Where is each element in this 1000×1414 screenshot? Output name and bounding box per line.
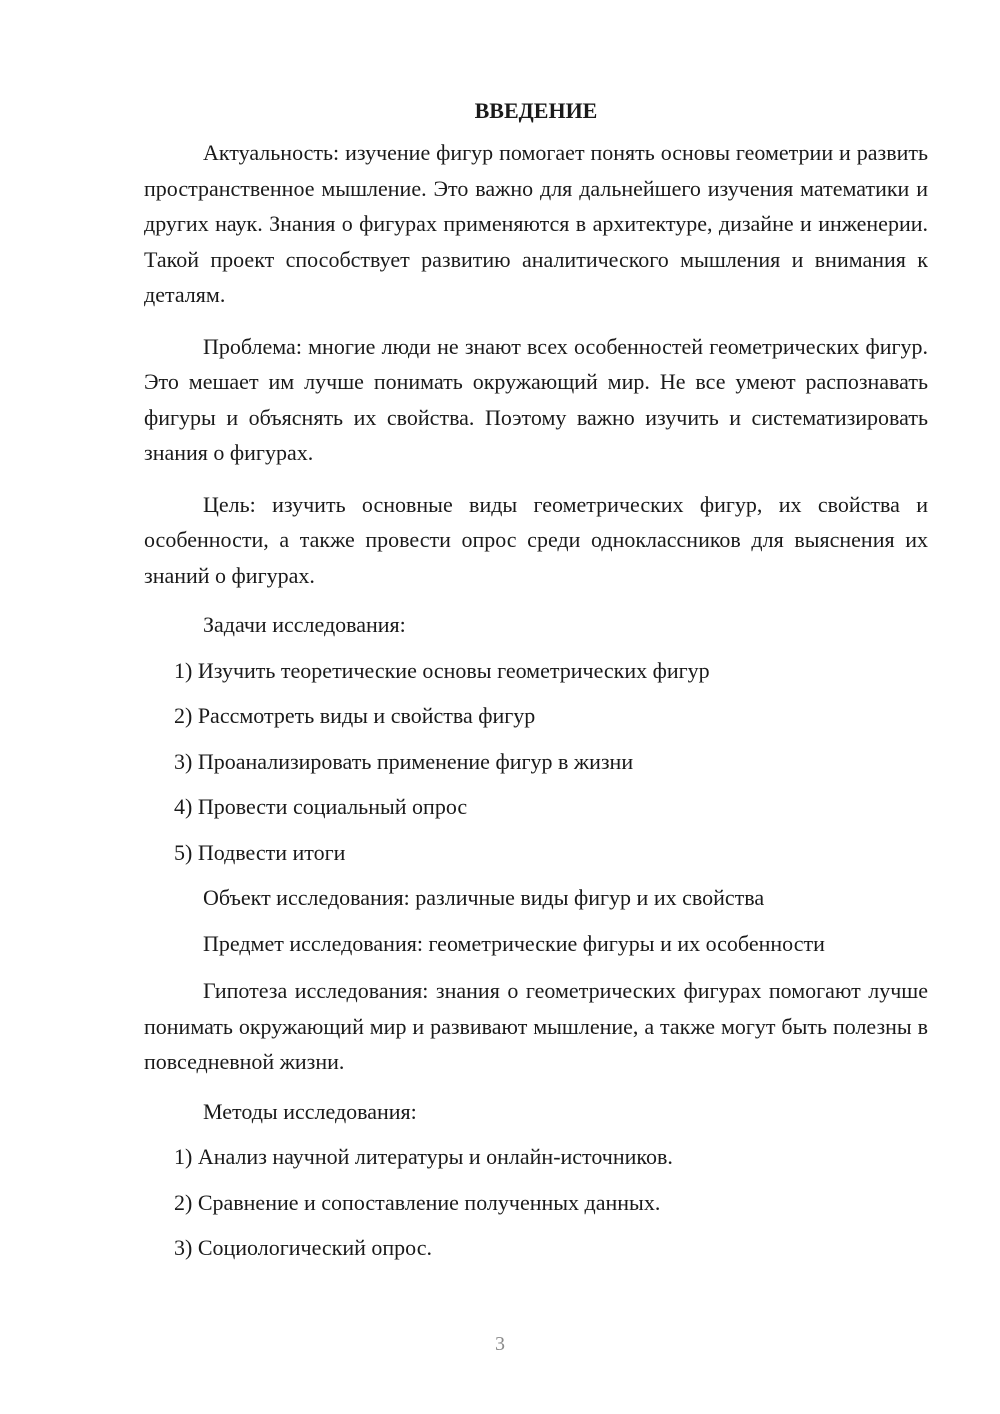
research-object: Объект исследования: различные виды фигур и их свойства — [203, 885, 765, 910]
hypothesis-paragraph: Гипотеза исследования: знания о геометрических фигурах помогают лучше понимать окружающий мир и развивают мышление, а также могут быть полезны в повседневной жизни. — [144, 978, 928, 1074]
task-item-3: 3) Проанализировать применение фигур в жизни — [174, 748, 634, 774]
task-item-5: 5) Подвести итоги — [174, 839, 346, 865]
research-subject: Предмет исследования: геометрические фигуры и их особенности — [203, 930, 825, 956]
method-item-2: 2) Сравнение и сопоставление полученных данных. — [174, 1189, 661, 1215]
goal-paragraph: Цель: изучить основные виды геометрических фигур, их свойства и особенности, а также провести опрос среди одноклассников для выяснения их знаний о фигурах. — [144, 491, 928, 588]
task-item-2: 2) Рассмотреть виды и свойства фигур — [174, 703, 536, 728]
tasks-heading: Задачи исследования: — [203, 612, 406, 637]
methods-heading: Методы исследования: — [203, 1098, 417, 1124]
task-item-1: 1) Изучить теоретические основы геометрических фигур — [174, 657, 710, 683]
section-title: ВВЕДЕНИЕ — [474, 98, 598, 123]
document-page — [144, 95, 928, 1278]
page-number: 3 — [495, 1333, 505, 1355]
method-item-1: 1) Анализ научной литературы и онлайн-источников. — [174, 1144, 673, 1169]
task-item-4: 4) Провести социальный опрос — [174, 794, 468, 819]
problem-paragraph: Проблема: многие люди не знают всех особенностей геометрических фигур. Это мешает им лучше понимать окружающий мир. Не все умеют распознавать фигуры и объяснять их свойства. Поэтому важно изучить и систематизировать знания о фигурах. — [144, 333, 928, 465]
method-item-3: 3) Социологический опрос. — [174, 1235, 432, 1260]
relevance-paragraph: Актуальность: изучение фигур помогает понять основы геометрии и развить пространственное мышление. Это важно для дальнейшего изучения математики и других наук. Знания о фигурах применяются в архитектуре, дизайне и инженерии. Такой проект способствует развитию аналитического мышления и внимания к деталям. — [144, 140, 928, 307]
